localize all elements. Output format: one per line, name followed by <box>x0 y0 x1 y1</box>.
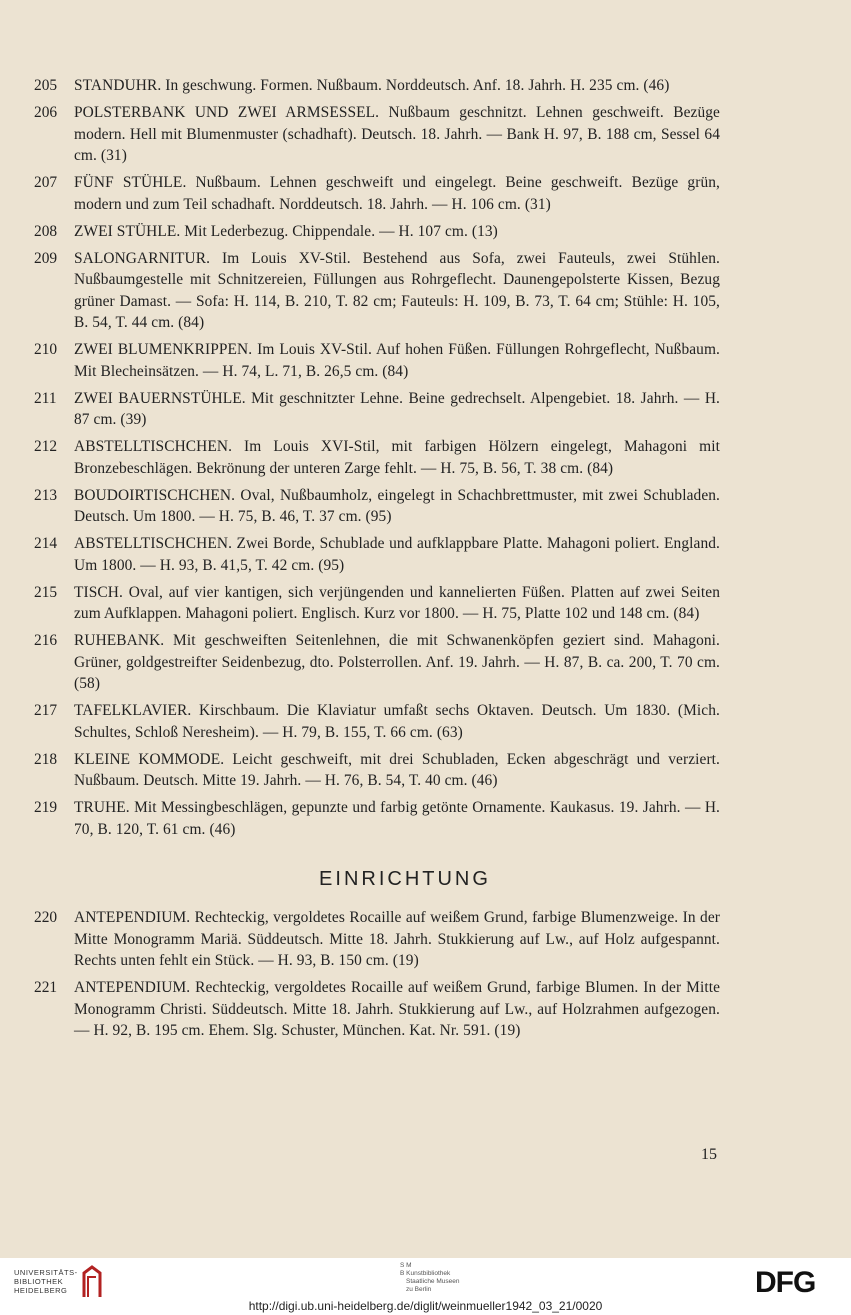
stamp-line-4: zu Berlin <box>406 1286 432 1293</box>
entry-number: 206 <box>34 104 58 121</box>
entry-number: 216 <box>34 632 58 649</box>
entry-number: 213 <box>34 486 58 504</box>
entry-text: TRUHE. Mit Messingbeschlägen, gepunzte und farbig getönte Ornamente. Kaukasus. 19. Jahrh. — H. 70, B. 120, T. 61 cm. (46) <box>74 799 720 838</box>
entry-list <box>30 75 720 1047</box>
catalog-entry <box>30 630 720 695</box>
uni-line-2: BIBLIOTHEK <box>14 1277 64 1286</box>
entry-text: TISCH. Oval, auf vier kantigen, sich verjüngenden und kannelierten Füßen. Platten auf zwei Seiten zum Aufklappen. Mahagoni poliert. Englisch. Kurz vor 1800. — H. 75, Platte 102 und 148 cm. (84) <box>74 583 720 622</box>
entry-number: 207 <box>34 174 58 191</box>
uni-line-1: UNIVERSITÄTS- <box>14 1268 78 1277</box>
entry-text: ANTEPENDIUM. Rechteckig, vergoldetes Rocaille auf weißem Grund, farbige Blumen. In der Mitte Monogramm Christi. Süddeutsch. Mitte 18. Jahrh. Stukkierung auf Lw., auf Holzrahmen aufgezogen. — H. 92, B. 195 cm. Ehem. Slg. Schuster, München. Kat. Nr. 591. (19) <box>74 979 720 1039</box>
entry-text: KLEINE KOMMODE. Leicht geschweift, mit drei Schubladen, Ecken abgeschrägt und verziert. Nußbaum. Deutsch. Mitte 19. Jahrh. — H. 76, B. 54, T. 40 cm. (46) <box>74 750 720 789</box>
page-number: 15 <box>701 1146 717 1163</box>
catalog-entry <box>30 436 720 479</box>
catalog-entry <box>30 977 720 1042</box>
entry-number: 211 <box>34 389 57 407</box>
catalog-entry <box>30 339 720 382</box>
university-logo-text[interactable] <box>14 1268 78 1295</box>
entry-text: STANDUHR. In geschwung. Formen. Nußbaum. Norddeutsch. Anf. 18. Jahrh. H. 235 cm. (46) <box>74 77 670 94</box>
uni-line-3: HEIDELBERG <box>14 1286 68 1295</box>
entry-number: 215 <box>34 583 58 601</box>
catalog-entry <box>30 907 720 972</box>
catalog-entry <box>30 102 720 167</box>
permalink-url[interactable]: http://digi.ub.uni-heidelberg.de/diglit/weinmueller1942_03_21/0020 <box>248 1299 603 1313</box>
entry-number: 217 <box>34 702 58 719</box>
entry-text: SALONGARNITUR. Im Louis XV-Stil. Bestehend aus Sofa, zwei Fauteuls, zwei Stühlen. Nußbaumgestelle mit Schnitzereien, Füllungen aus Rohrgeflecht. Daunengepolsterte Kissen, Bezug grüner Damast. — Sofa: H. 114, B. 210, T. 82 cm; Fauteuls: H. 109, B. 73, T. 64 cm; Stühle: H. 105, B. 54, T. 44 cm. (84) <box>74 249 720 331</box>
catalog-entry <box>30 749 720 792</box>
entry-number: 208 <box>34 222 58 240</box>
catalog-entry <box>30 388 720 431</box>
library-stamp <box>400 1262 459 1294</box>
catalog-entry <box>30 75 720 97</box>
entry-number: 220 <box>34 909 58 926</box>
entry-text: RUHEBANK. Mit geschweiften Seitenlehnen, die mit Schwanenköpfen geziert sind. Mahagoni. Grüner, goldgestreifter Seidenbezug, dto. Polsterrollen. Anf. 19. Jahrh. — H. 87, B. ca. 200, T. 70 cm. (58) <box>74 632 720 692</box>
catalog-entry <box>30 582 720 625</box>
catalog-entry <box>30 533 720 576</box>
entry-text: FÜNF STÜHLE. Nußbaum. Lehnen geschweift und eingelegt. Beine geschweift. Bezüge grün, modern und zum Teil schadhaft. Norddeutsch. 18. Jahrh. — H. 106 cm. (31) <box>74 174 720 213</box>
entry-text: ANTEPENDIUM. Rechteckig, vergoldetes Rocaille auf weißem Grund, farbige Blumenzweige. In der Mitte Monogramm Mariä. Süddeutsch. Mitte 18. Jahrh. Stukkierung auf Lw., auf Holz aufgespannt. Rechts unten fehlt ein Stück. — H. 93, B. 150 cm. (19) <box>74 909 720 969</box>
catalog-entry <box>30 485 720 528</box>
catalog-entry <box>30 221 720 243</box>
entry-text: TAFELKLAVIER. Kirschbaum. Die Klaviatur umfaßt sechs Oktaven. Deutsch. Um 1830. (Mich. Schultes, Schloß Neresheim). — H. 79, B. 155, T. 66 cm. (63) <box>74 702 720 741</box>
entry-number: 209 <box>34 249 58 267</box>
entry-text: POLSTERBANK UND ZWEI ARMSESSEL. Nußbaum geschnitzt. Lehnen geschweift. Bezüge modern. Hell mit Blumenmuster (schadhaft). Deutsch. 18. Jahrh. — Bank H. 97, B. 188 cm, Sessel 64 cm. (31) <box>74 104 720 164</box>
entry-number: 221 <box>34 979 58 996</box>
entry-text: ZWEI BLUMENKRIPPEN. Im Louis XV-Stil. Auf hohen Füßen. Füllungen Rohrgeflecht, Nußbaum. Mit Blecheinsätzen. — H. 74, L. 71, B. 26,5 cm. (84) <box>74 341 720 380</box>
university-seal-icon <box>80 1263 104 1301</box>
dfg-logo[interactable]: DFG <box>755 1266 816 1299</box>
catalog-entry <box>30 700 720 743</box>
catalog-entry <box>30 172 720 215</box>
entry-text: ZWEI STÜHLE. Mit Lederbezug. Chippendale. — H. 107 cm. (13) <box>74 222 498 240</box>
entry-number: 212 <box>34 438 58 455</box>
entry-number: 218 <box>34 750 58 768</box>
entry-text: BOUDOIRTISCHCHEN. Oval, Nußbaumholz, eingelegt in Schachbrettmuster, mit zwei Schubladen. Deutsch. Um 1800. — H. 75, B. 46, T. 37 cm. (95) <box>74 486 720 525</box>
footer-bar <box>0 1258 851 1315</box>
catalog-entry <box>30 797 720 840</box>
entry-number: 214 <box>34 535 58 552</box>
stamp-line-1: S M <box>400 1262 412 1269</box>
entry-text: ABSTELLTISCHCHEN. Zwei Borde, Schublade und aufklappbare Platte. Mahagoni poliert. England. Um 1800. — H. 93, B. 41,5, T. 42 cm. (95) <box>74 535 720 574</box>
entry-number: 219 <box>34 799 58 816</box>
entry-text: ZWEI BAUERNSTÜHLE. Mit geschnitzter Lehne. Beine gedrechselt. Alpengebiet. 18. Jahrh. — H. 87 cm. (39) <box>74 389 720 428</box>
catalog-entry <box>30 248 720 334</box>
section-heading: EINRICHTUNG <box>319 868 491 890</box>
entry-number: 210 <box>34 341 58 358</box>
entry-text: ABSTELLTISCHCHEN. Im Louis XVI-Stil, mit farbigen Hölzern eingelegt, Mahagoni mit Bronzebeschlägen. Bekrönung der unteren Zarge fehlt. — H. 75, B. 56, T. 38 cm. (84) <box>74 438 720 477</box>
entry-number: 205 <box>34 77 58 94</box>
stamp-line-2: B Kunstbibliothek <box>400 1270 451 1277</box>
stamp-line-3: Staatliche Museen <box>406 1278 460 1285</box>
